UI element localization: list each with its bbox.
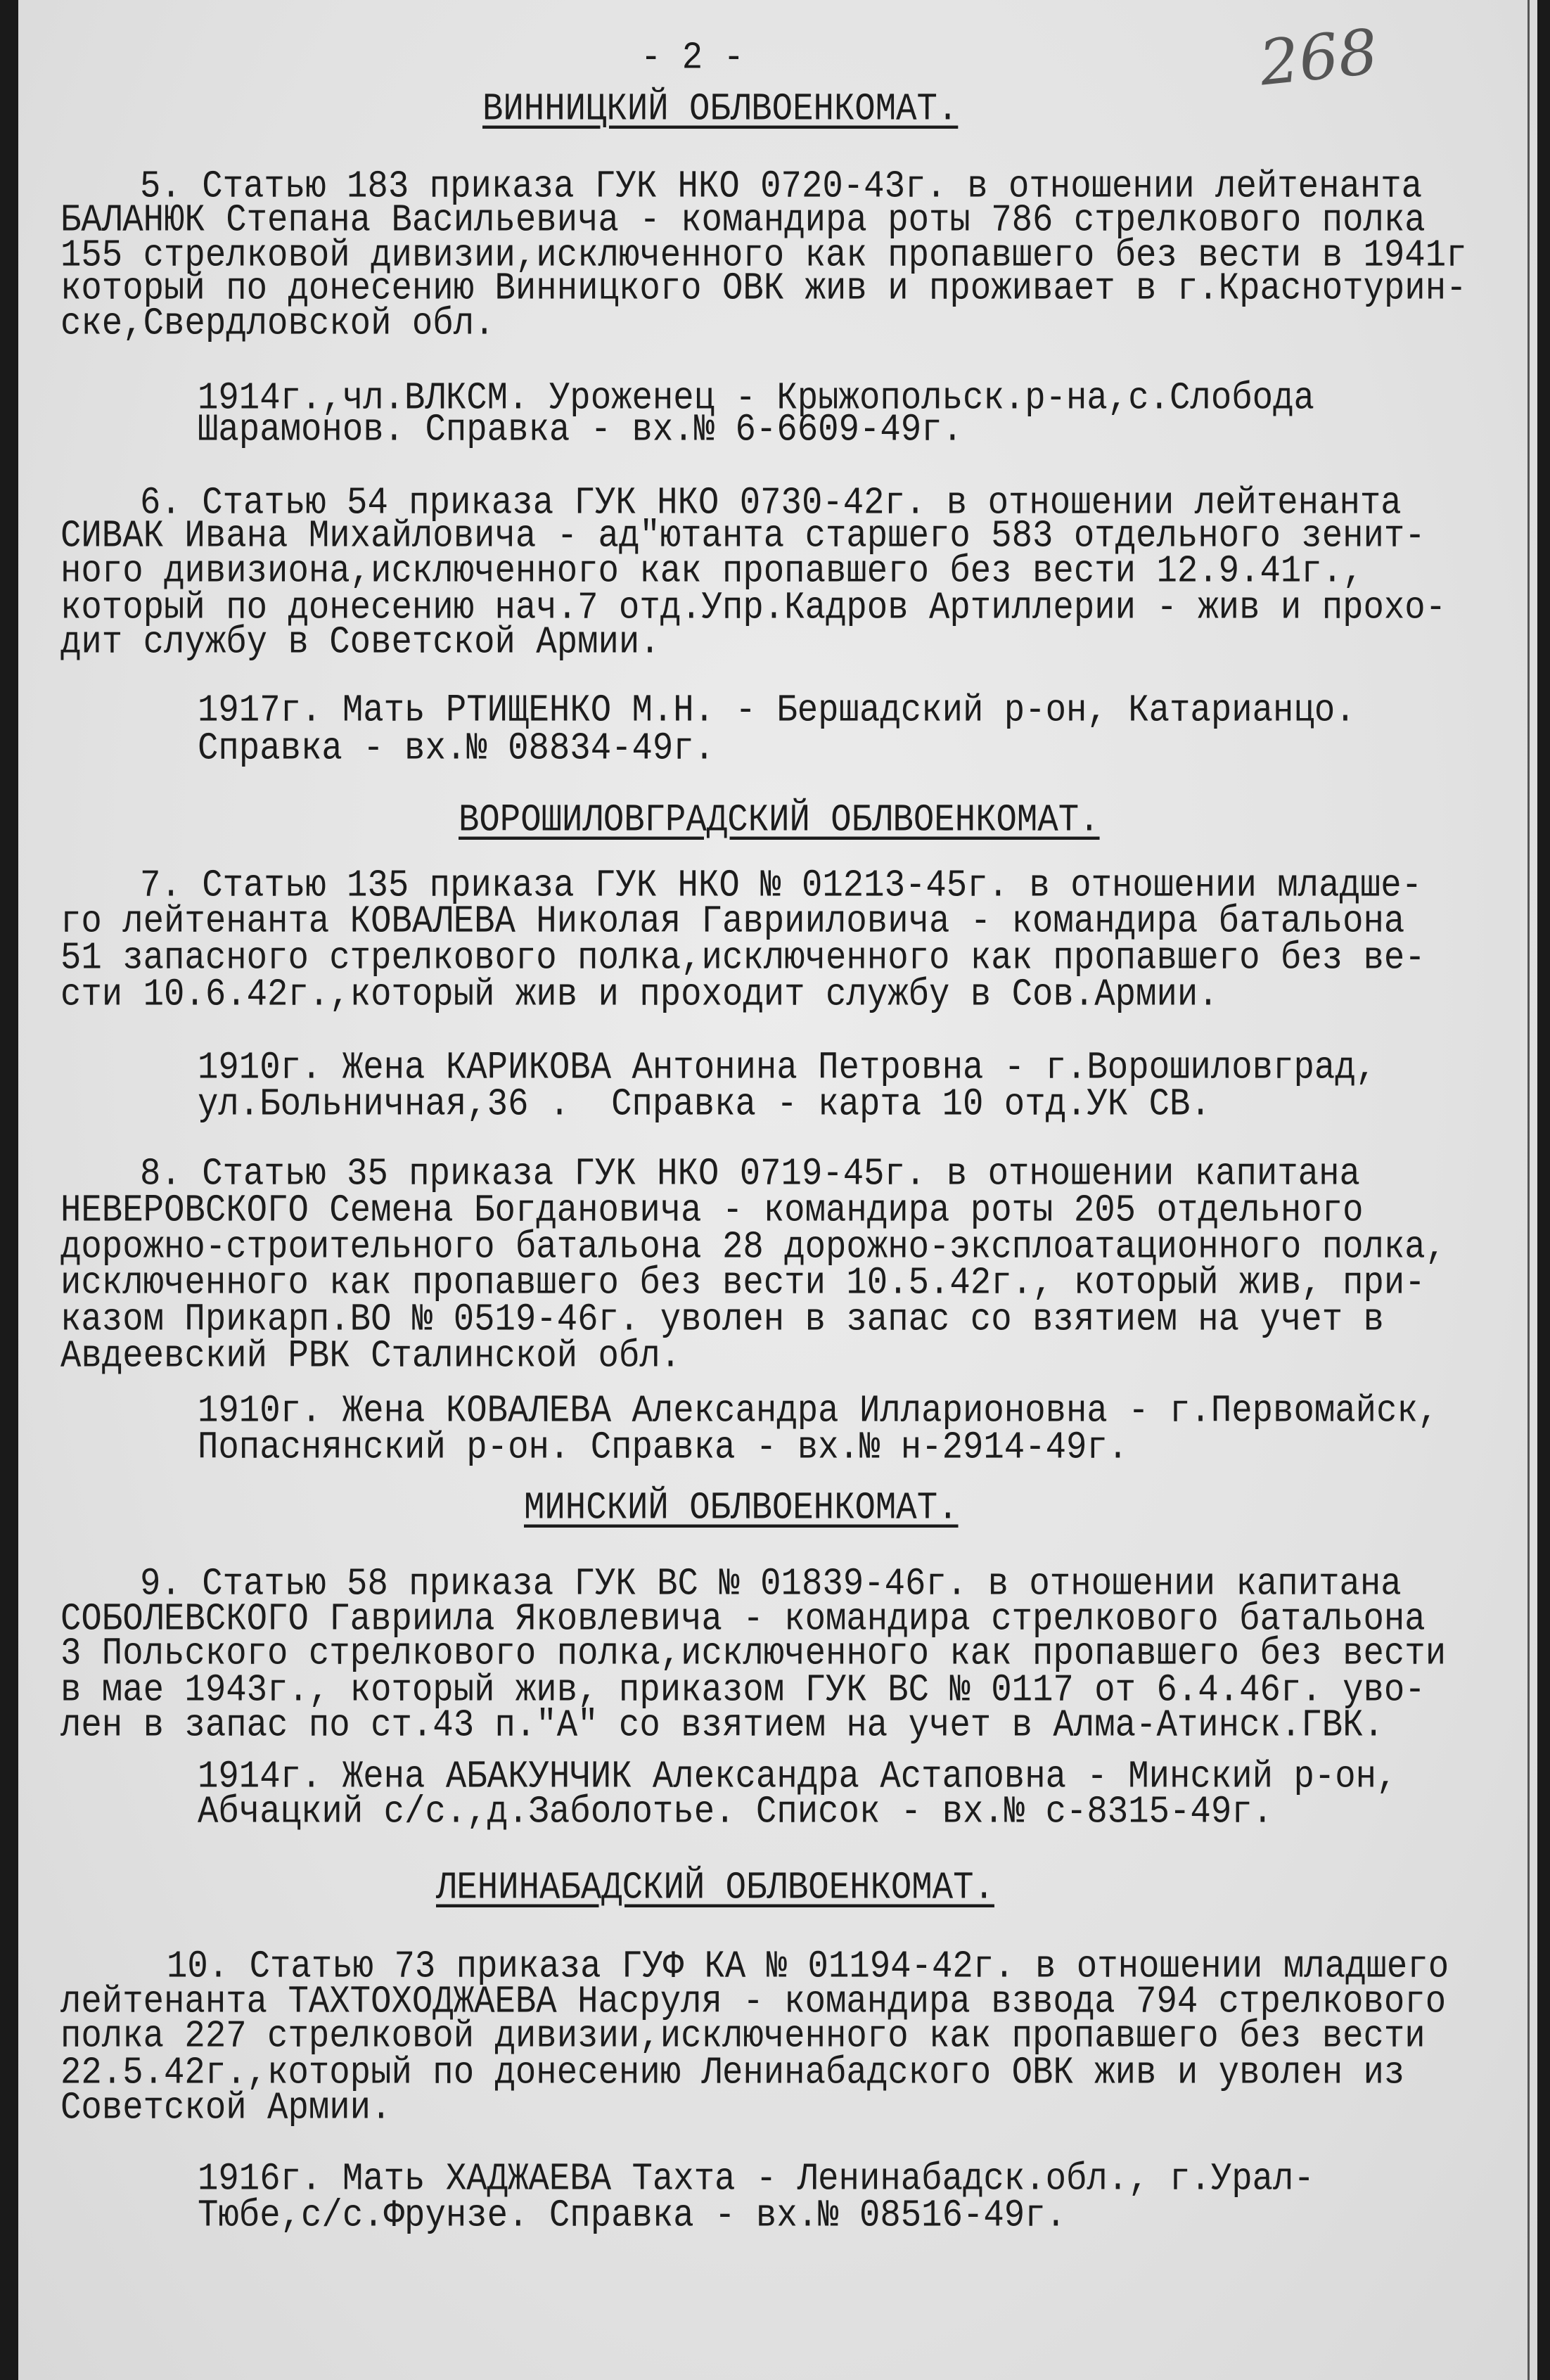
text-line: Справка - вх.№ 08834-49г. (198, 726, 715, 771)
heading-text: ЛЕНИНАБАДСКИЙ ОБЛВОЕНКОМАТ. (436, 1865, 994, 1910)
text-line: 51 запасного стрелкового полка,исключенного как пропавшего без ве- (60, 935, 1426, 980)
text-line: ного дивизиона,исключенного как пропавшего без вести 12.9.41г., (60, 549, 1364, 594)
page-edge (1527, 0, 1530, 2380)
text-line: Советской Армии. (60, 2085, 392, 2130)
text-line: НЕВЕРОВСКОГО Семена Богдановича - командира роты 205 отдельного (60, 1188, 1364, 1233)
text-line: сти 10.6.42г.,который жив и проходит службу в Сов.Армии. (60, 972, 1219, 1017)
text-line: 6. Статью 54 приказа ГУК НКО 0730-42г. в отношении лейтенанта (140, 480, 1402, 525)
text-line: 1914г.,чл.ВЛКСМ. Уроженец - Крыжопольск.р-на,с.Слобода (198, 376, 1314, 421)
text-line: Шарамонов. Справка - вх.№ 6-6609-49г. (198, 407, 963, 452)
handwritten-folio-number: 268 (1256, 15, 1381, 100)
text-line: СОБОЛЕВСКОГО Гавриила Яковлевича - командира стрелкового батальона (60, 1597, 1426, 1642)
text-line: в мае 1943г., который жив, приказом ГУК ВС № 0117 от 6.4.46г. уво- (60, 1668, 1426, 1713)
page-number: - 2 - (641, 35, 745, 80)
text-line: Авдеевский РВК Сталинской обл. (60, 1333, 681, 1378)
document-page (18, 0, 1537, 2380)
heading-text: МИНСКИЙ ОБЛВОЕНКОМАТ. (524, 1485, 959, 1530)
text-line: лейтенанта ТАХТОХОДЖАЕВА Насруля - командира взвода 794 стрелкового (60, 1979, 1447, 2024)
text-line: 1917г. Мать РТИЩЕНКО М.Н. - Бершадский р-он, Катарианцо. (198, 688, 1356, 733)
heading-text: ВИННИЦКИЙ ОБЛВОЕНКОМАТ. (482, 87, 959, 132)
text-line: 1914г. Жена АБАКУНЧИК Александра Астаповна - Минский р-он, (198, 1754, 1397, 1799)
text-line: лен в запас по ст.43 п."А" со взятием на учет в Алма-Атинск.ГВК. (60, 1703, 1384, 1748)
text-line: БАЛАНЮК Степана Васильевича - командира роты 786 стрелкового полка (60, 198, 1426, 243)
text-line: Абчацкий с/с.,д.Заболотье. Список - вх.№ с-8315-49г. (198, 1789, 1274, 1834)
text-line: Попаснянский р-он. Справка - вх.№ н-2914-49г. (198, 1425, 1129, 1470)
text-line: ске,Свердловской обл. (60, 301, 495, 346)
text-line: 1910г. Жена КАРИКОВА Антонина Петровна - г.Ворошиловград, (198, 1045, 1377, 1090)
text-line: Тюбе,с/с.Фрунзе. Справка - вх.№ 08516-49г. (198, 2193, 1067, 2238)
text-line: дорожно-строительного батальона 28 дорожно-эксплоатационного полка, (60, 1224, 1447, 1269)
text-line: 10. Статью 73 приказа ГУФ КА № 01194-42г. в отношении младшего (167, 1944, 1449, 1989)
text-line: 3 Польского стрелкового полка,исключенного как пропавшего без вести (60, 1631, 1447, 1676)
text-line: исключенного как пропавшего без вести 10.5.42г., который жив, при- (60, 1260, 1426, 1305)
text-line: 155 стрелковой дивизии,исключенного как пропавшего без вести в 1941г (60, 233, 1467, 278)
text-line: который по донесению Винницкого ОВК жив и проживает в г.Краснотурин- (60, 266, 1467, 311)
text-line: полка 227 стрелковой дивизии,исключенного как пропавшего без вести (60, 2014, 1426, 2059)
text-line: 22.5.42г.,который по донесению Ленинабадского ОВК жив и уволен из (60, 2050, 1405, 2095)
text-line: 1910г. Жена КОВАЛЕВА Александра Илларионовна - г.Первомайск, (198, 1388, 1439, 1433)
text-line: казом Прикарп.ВО № 0519-46г. уволен в запас со взятием на учет в (60, 1297, 1384, 1342)
text-line: 8. Статью 35 приказа ГУК НКО 0719-45г. в отношении капитана (140, 1151, 1360, 1196)
text-line: го лейтенанта КОВАЛЕВА Николая Гаврииловича - командира батальона (60, 899, 1405, 944)
text-line: 9. Статью 58 приказа ГУК ВС № 01839-46г. в отношении капитана (140, 1561, 1402, 1606)
text-line: который по донесению нач.7 отд.Упр.Кадров Артиллерии - жив и прохо- (60, 585, 1447, 630)
text-line: ул.Больничная,36 . Справка - карта 10 отд.УК СВ. (198, 1082, 1211, 1127)
text-line: дит службу в Советской Армии. (60, 620, 660, 665)
text-line: 1916г. Мать ХАДЖАЕВА Тахта - Ленинабадск.обл., г.Урал- (198, 2156, 1314, 2201)
heading-text: ВОРОШИЛОВГРАДСКИЙ ОБЛВОЕНКОМАТ. (459, 798, 1100, 843)
text-line: 5. Статью 183 приказа ГУК НКО 0720-43г. в отношении лейтенанта (140, 164, 1423, 209)
text-line: СИВАК Ивана Михайловича - ад"ютанта старшего 583 отдельного зенит- (60, 513, 1426, 558)
text-line: 7. Статью 135 приказа ГУК НКО № 01213-45г. в отношении младше- (140, 863, 1423, 908)
